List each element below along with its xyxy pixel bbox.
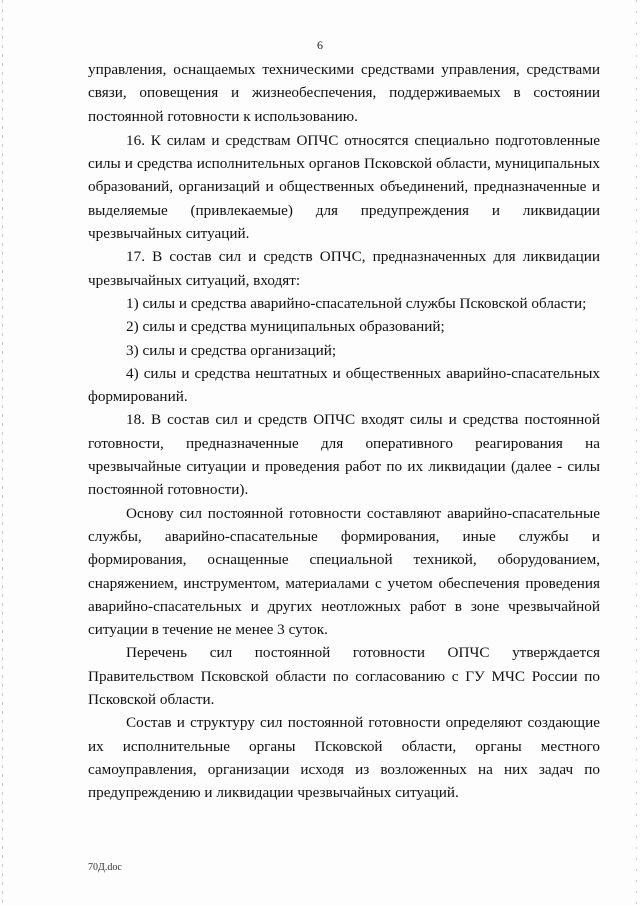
document-body — [88, 58, 600, 805]
list-item-4: 4) силы и средства нештатных и общественных аварийно-спасательных формирований. — [88, 364, 600, 406]
list-item-2: 2) силы и средства муниципальных образований; — [126, 318, 445, 336]
list-item-1: 1) силы и средства аварийно-спасательной службы Псковской области; — [126, 294, 587, 312]
paragraph-basis: Основу сил постоянной готовности составляют аварийно-спасательные службы, аварийно-спасательные формирования, иные службы и формирования, оснащенные специальной техникой, оборудованием, снаряжением, инструментом, материалами с учетом обеспечения проведения аварийно-спасательных и других неотложных работ в зоне чрезвычайной ситуации в течение не менее 3 суток. — [88, 504, 600, 639]
paragraph-17: 17. В состав сил и средств ОПЧС, предназначенных для ликвидации чрезвычайных ситуаций, входят: — [88, 248, 600, 289]
scan-edge-left — [2, 0, 3, 905]
paragraph-16: 16. К силам и средствам ОПЧС относятся специально подготовленные силы и средства исполнительных органов Псковской области, муниципальных образований, организаций и общественных объединений, предназначенные и выделяемые (привлекаемые) для предупреждения и ликвидации чрезвычайных ситуаций. — [88, 131, 600, 243]
page-number: 6 — [317, 38, 323, 52]
paragraph-continuation: управления, оснащаемых техническими средствами управления, средствами связи, оповещения и жизнеобеспечения, поддерживаемых в состоянии постоянной готовности к использованию. — [88, 61, 600, 125]
file-name-footer: 70Д.doc — [88, 862, 122, 873]
scan-edge-right — [636, 0, 637, 905]
paragraph-composition: Состав и структуру сил постоянной готовности определяют создающие их исполнительные органы Псковской области, органы местного самоуправления, организации исходя из возложенных на них задач по предупреждению и ликвидации чрезвычайных ситуаций. — [88, 714, 600, 802]
paragraph-list-approval: Перечень сил постоянной готовности ОПЧС утверждается Правительством Псковской области по согласованию с ГУ МЧС России по Псковской области. — [88, 644, 600, 709]
list-item-3: 3) силы и средства организаций; — [126, 341, 337, 359]
paragraph-18: 18. В состав сил и средств ОПЧС входят силы и средства постоянной готовности, предназначенные для оперативного реагирования на чрезвычайные ситуации и проведения работ по их ликвидации (далее - силы постоянной готовности). — [88, 411, 600, 499]
